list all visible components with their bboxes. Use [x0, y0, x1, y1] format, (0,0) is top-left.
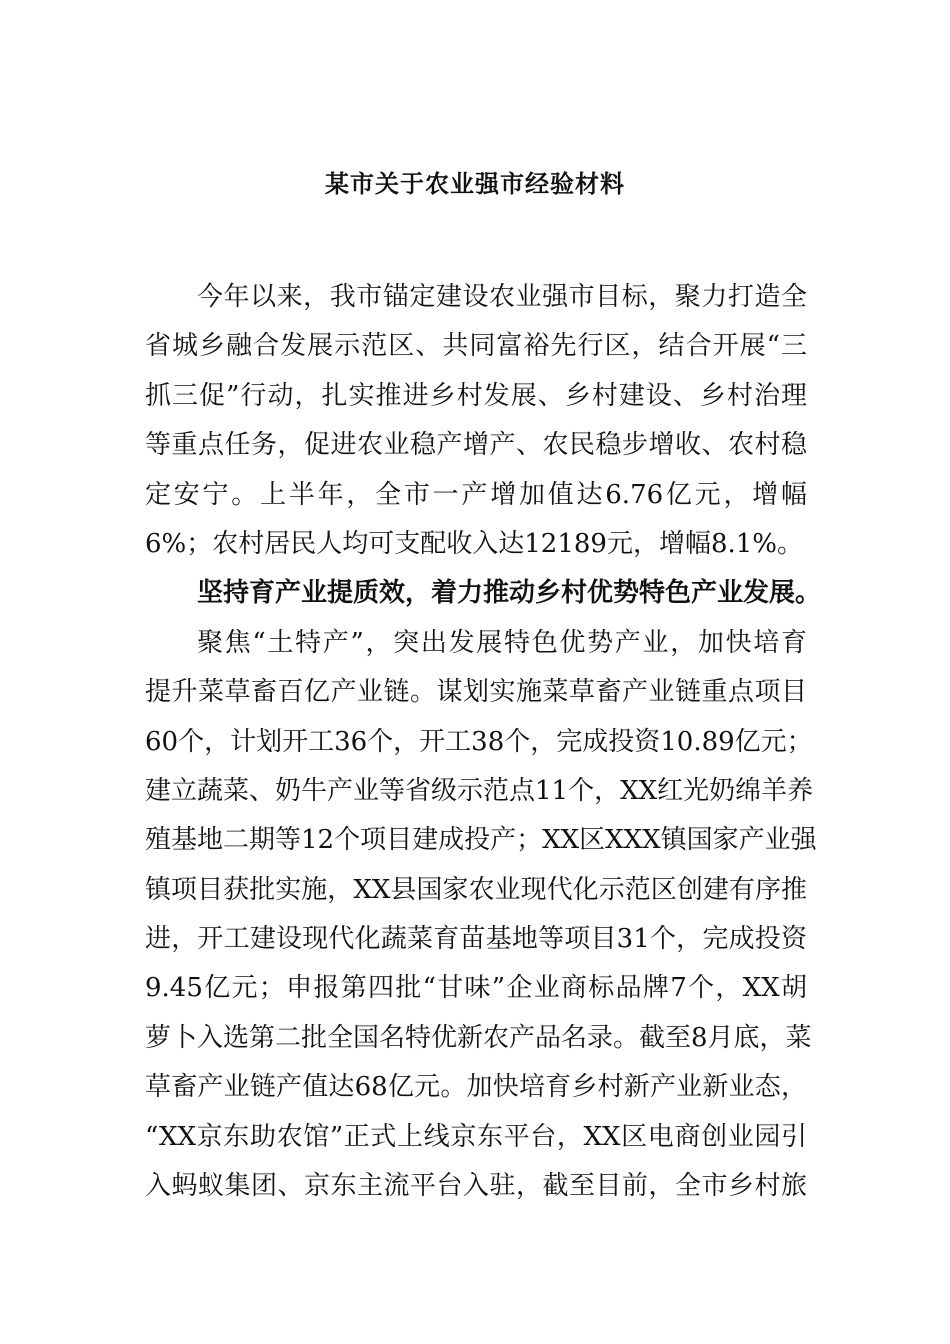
paragraph-line: 今年以来，我市锚定建设农业强市目标，聚力打造全	[197, 282, 807, 312]
paragraph-line: “XX京东助农馆”正式上线京东平台，XX区电商创业园引	[145, 1121, 807, 1152]
paragraph-line: 入蚂蚁集团、京东主流平台入驻，截至目前，全市乡村旅	[145, 1171, 807, 1202]
paragraph-line: 草畜产业链产值达68亿元。加快培育乡村新产业新业态，	[145, 1072, 807, 1103]
paragraph-line: 提升菜草畜百亿产业链。谋划实施菜草畜产业链重点项目	[145, 677, 807, 708]
paragraph-line: 6%；农村居民人均可支配收入达12189元，增幅8.1%。	[145, 528, 804, 559]
document-body	[145, 279, 822, 1217]
paragraph-line: 抓三促”行动，扎实推进乡村发展、乡村建设、乡村治理	[145, 380, 807, 411]
paragraph-line: 殖基地二期等12个项目建成投产；XX区XXX镇国家产业强	[145, 825, 817, 856]
paragraph-line: 9.45亿元；申报第四批“甘味”企业商标品牌7个，XX胡	[145, 973, 807, 1004]
paragraph-line: 省城乡融合发展示范区、共同富裕先行区，结合开展“三	[145, 331, 807, 362]
paragraph-line: 镇项目获批实施，XX县国家农业现代化示范区创建有序推	[145, 874, 807, 905]
paragraph-line: 建立蔬菜、奶牛产业等省级示范点11个，XX红光奶绵羊养	[145, 775, 814, 806]
paragraph-line: 萝卜入选第二批全国名特优新农产品名录。截至8月底，菜	[145, 1022, 812, 1053]
paragraph-line: 定安宁。上半年，全市一产增加值达6.76亿元，增幅	[145, 479, 807, 510]
paragraph-line: 等重点任务，促进农业稳产增产、农民稳步增收、农村稳	[145, 430, 807, 461]
section-heading: 坚持育产业提质效，着力推动乡村优势特色产业发展。	[197, 578, 822, 609]
paragraph-line: 60个，计划开工36个，开工38个，完成投资10.89亿元；	[145, 726, 813, 757]
paragraph-line: 进，开工建设现代化蔬菜育苗基地等项目31个，完成投资	[145, 924, 807, 955]
paragraph-line: 聚焦“土特产”，突出发展特色优势产业，加快培育	[197, 627, 807, 658]
document-title: 某市关于农业强市经验材料	[325, 169, 625, 198]
